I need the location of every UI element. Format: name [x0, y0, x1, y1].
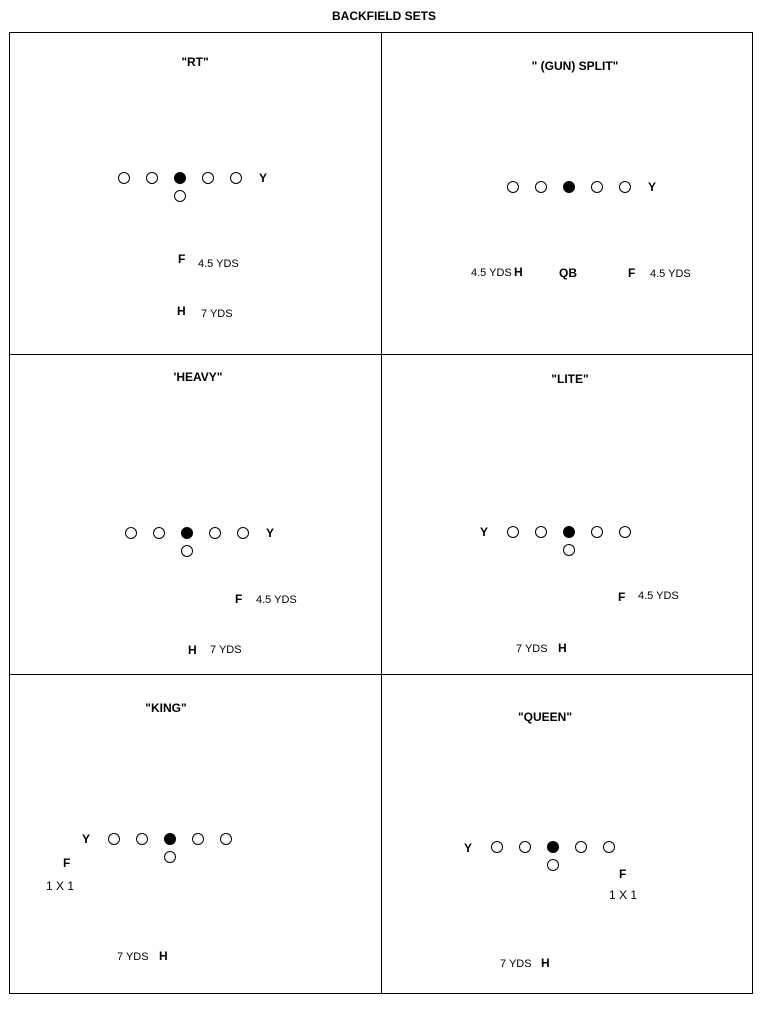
f-depth-note: 4.5 YDS	[256, 594, 297, 606]
y-position-label: Y	[82, 832, 91, 846]
offensive-lineman-marker	[575, 841, 587, 853]
offensive-lineman-marker	[230, 172, 242, 184]
f-position-label: F	[628, 266, 636, 280]
quarterback-marker	[181, 545, 193, 557]
center-marker	[547, 841, 559, 853]
panel-title: "RT"	[181, 55, 209, 69]
grid-divider-row-2	[9, 674, 753, 675]
offensive-lineman-marker	[209, 527, 221, 539]
y-position-label: Y	[259, 171, 268, 185]
panel-title: "KING"	[145, 701, 187, 715]
y-position-label: Y	[266, 526, 275, 540]
center-marker	[164, 833, 176, 845]
f-split-note: 1 X 1	[46, 879, 75, 893]
y-position-label: Y	[464, 841, 473, 855]
f-position-label: F	[63, 856, 71, 870]
center-marker	[174, 172, 186, 184]
panel-title: " (GUN) SPLIT"	[531, 59, 619, 73]
offensive-lineman-marker	[146, 172, 158, 184]
h-position-label: H	[541, 956, 550, 970]
f-depth-note: 4.5 YDS	[638, 590, 679, 602]
h-position-label: H	[177, 304, 186, 318]
f-position-label: F	[178, 252, 186, 266]
h-depth-note: 7 YDS	[516, 643, 548, 655]
offensive-lineman-marker	[202, 172, 214, 184]
offensive-lineman-marker	[619, 526, 631, 538]
f-split-note: 1 X 1	[609, 888, 638, 902]
h-depth-note: 7 YDS	[500, 958, 532, 970]
offensive-lineman-marker	[619, 181, 631, 193]
page-title: BACKFIELD SETS	[331, 9, 436, 23]
panel-title: 'HEAVY"	[173, 370, 223, 384]
f-position-label: F	[619, 867, 627, 881]
f-depth-note: 4.5 YDS	[198, 258, 239, 270]
offensive-lineman-marker	[125, 527, 137, 539]
h-depth-note: 7 YDS	[210, 644, 242, 656]
offensive-lineman-marker	[192, 833, 204, 845]
y-position-label: Y	[480, 525, 489, 539]
offensive-lineman-marker	[591, 526, 603, 538]
offensive-lineman-marker	[220, 833, 232, 845]
panel-title: "QUEEN"	[517, 710, 573, 724]
qb-position-label: QB	[559, 266, 577, 280]
quarterback-marker	[547, 859, 559, 871]
f-position-label: F	[235, 592, 243, 606]
h-position-label: H	[188, 643, 197, 657]
h-depth-note: 7 YDS	[201, 308, 233, 320]
offensive-lineman-marker	[519, 841, 531, 853]
h-position-label: H	[514, 265, 523, 279]
offensive-lineman-marker	[535, 526, 547, 538]
offensive-lineman-marker	[237, 527, 249, 539]
quarterback-marker	[164, 851, 176, 863]
offensive-lineman-marker	[108, 833, 120, 845]
h-position-label: H	[558, 641, 567, 655]
offensive-lineman-marker	[118, 172, 130, 184]
offensive-lineman-marker	[491, 841, 503, 853]
offensive-lineman-marker	[153, 527, 165, 539]
offensive-lineman-marker	[507, 526, 519, 538]
f-position-label: F	[618, 590, 626, 604]
center-marker	[563, 526, 575, 538]
center-marker	[563, 181, 575, 193]
offensive-lineman-marker	[507, 181, 519, 193]
offensive-lineman-marker	[136, 833, 148, 845]
quarterback-marker	[563, 544, 575, 556]
grid-divider-vertical	[381, 32, 382, 994]
offensive-lineman-marker	[535, 181, 547, 193]
grid-divider-row-1	[9, 354, 753, 355]
h-depth-note: 4.5 YDS	[471, 267, 512, 279]
f-depth-note: 4.5 YDS	[650, 268, 691, 280]
quarterback-marker	[174, 190, 186, 202]
center-marker	[181, 527, 193, 539]
h-depth-note: 7 YDS	[117, 951, 149, 963]
offensive-lineman-marker	[603, 841, 615, 853]
offensive-lineman-marker	[591, 181, 603, 193]
h-position-label: H	[159, 949, 168, 963]
panel-title: "LITE"	[551, 372, 589, 386]
y-position-label: Y	[648, 180, 657, 194]
